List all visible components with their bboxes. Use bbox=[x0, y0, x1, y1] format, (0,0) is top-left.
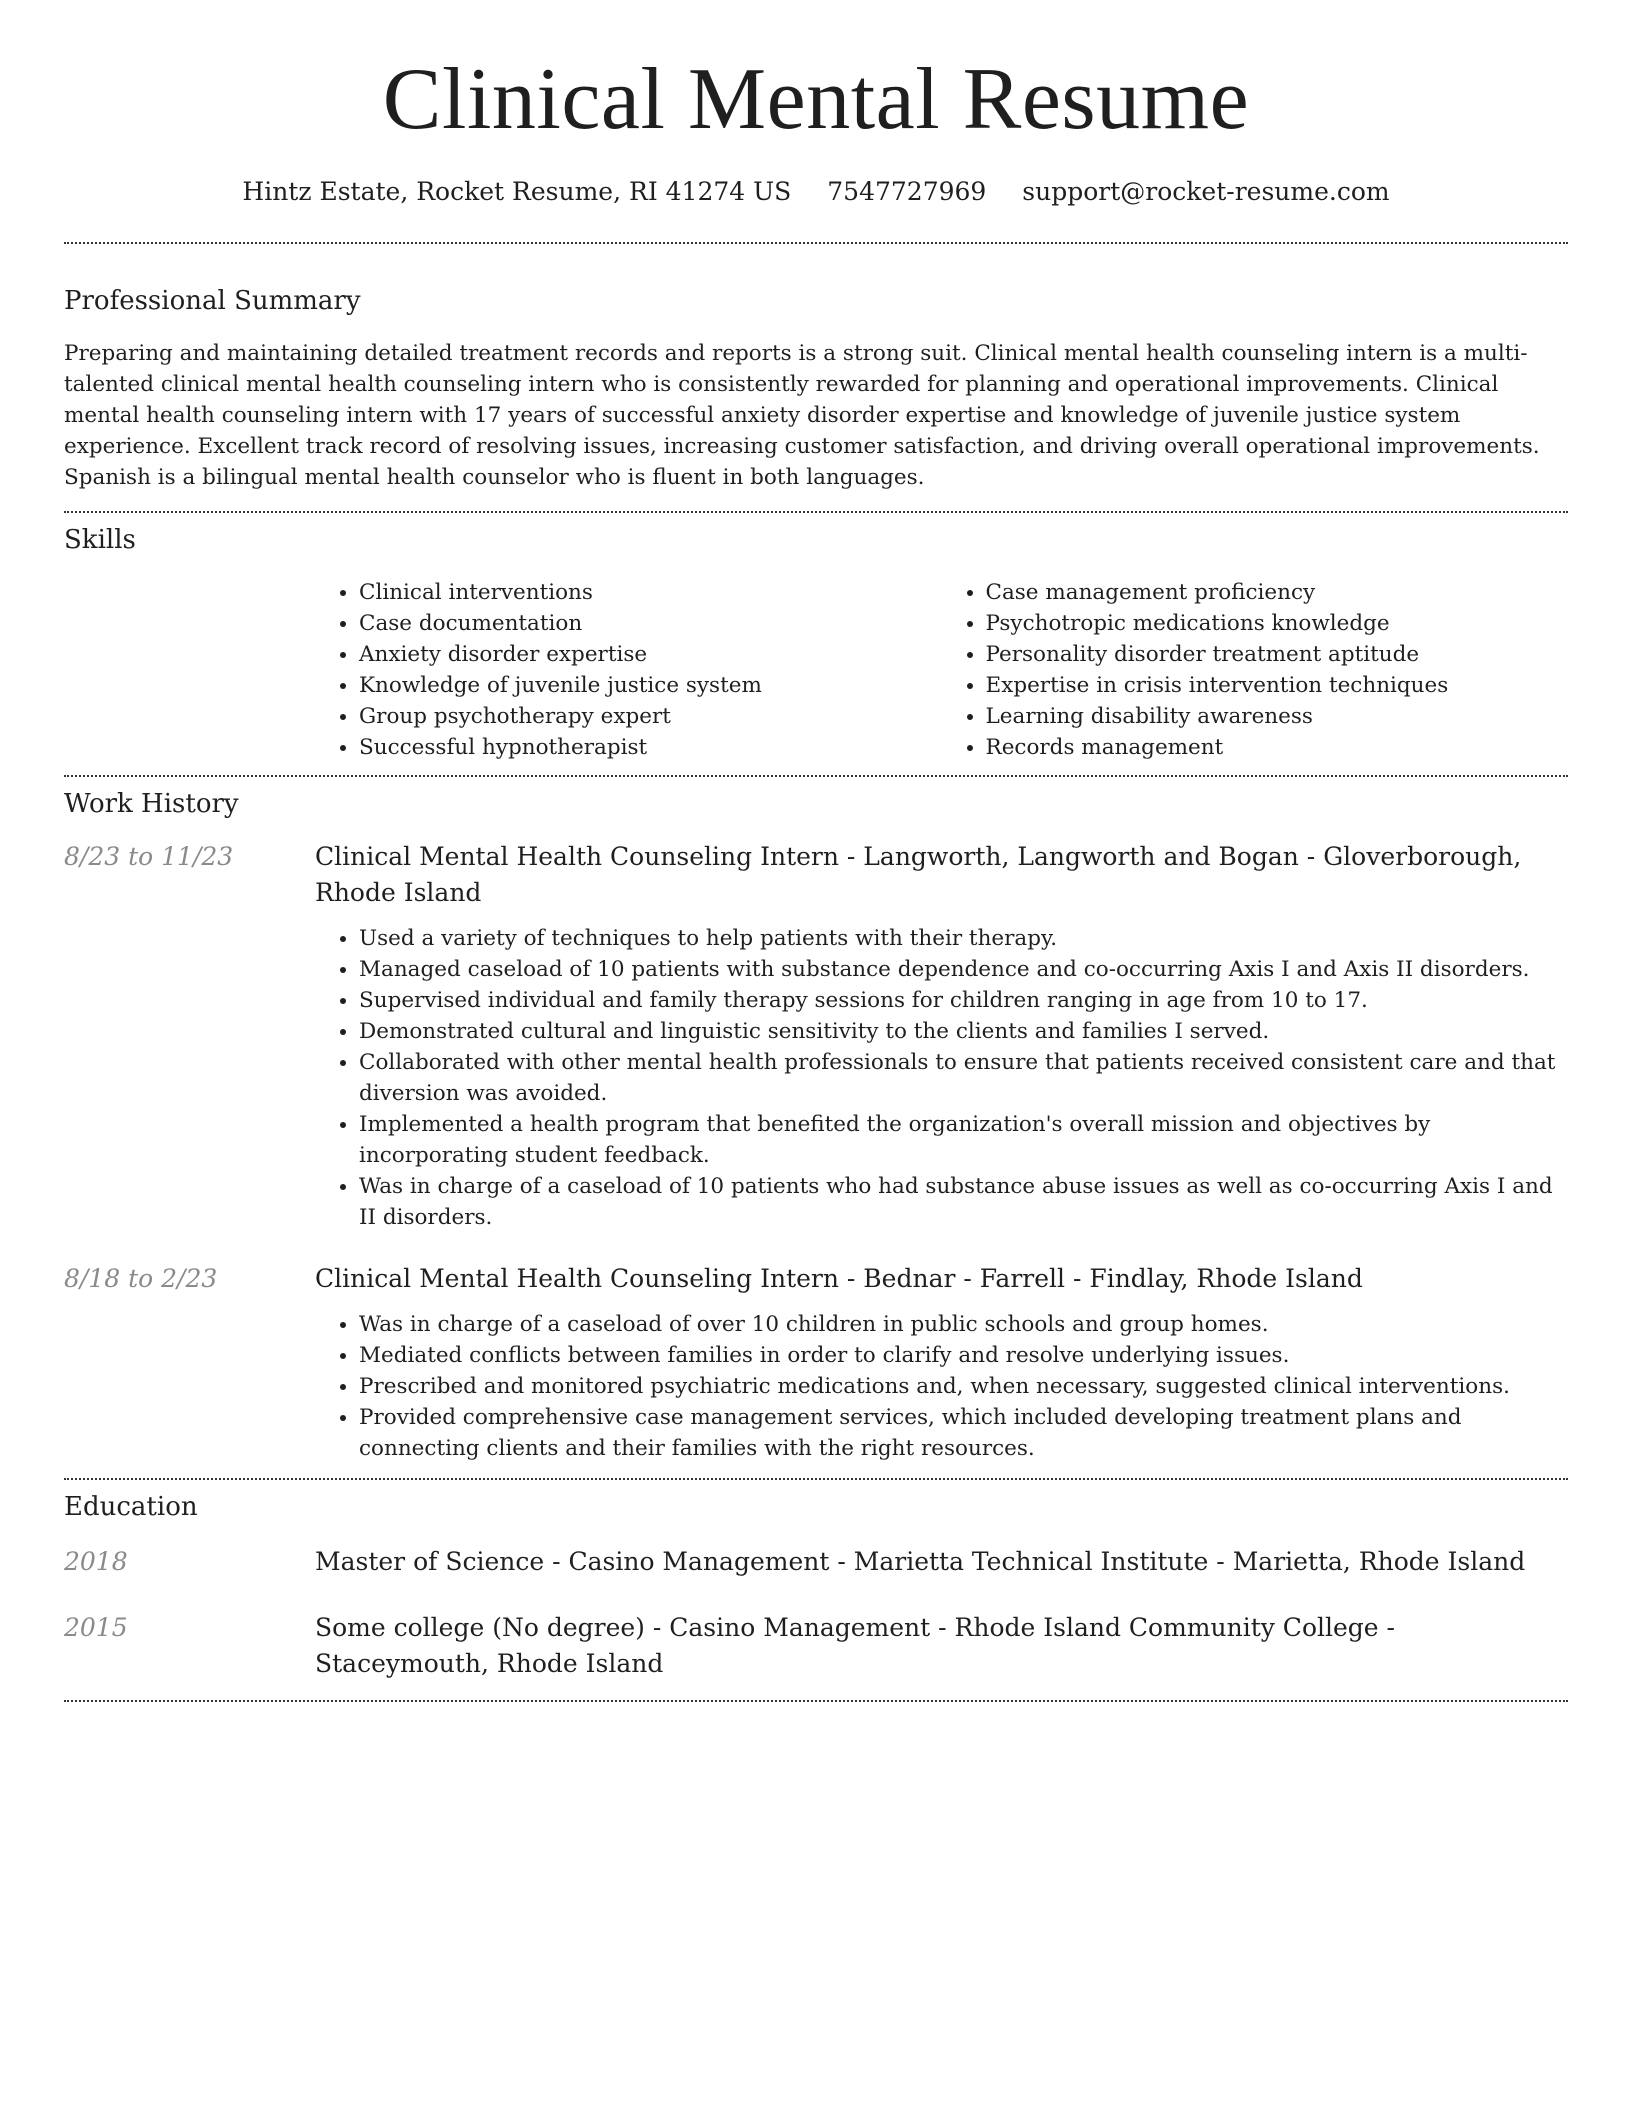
job-dates: 8/18 to 2/23 bbox=[64, 1264, 218, 1293]
skill-item: • Case management proficiency bbox=[986, 577, 1569, 608]
work-history-section bbox=[64, 777, 1568, 1464]
job-role: Clinical Mental Health Counseling Intern bbox=[315, 1264, 839, 1293]
contact-line bbox=[64, 176, 1568, 208]
education-degree: Some college (No degree) - Casino Management bbox=[315, 1613, 931, 1642]
job-bullet: • Demonstrated cultural and linguistic sensitivity to the clients and families I served. bbox=[359, 1016, 1568, 1047]
education-degree: Master of Science - Casino Management bbox=[315, 1547, 830, 1576]
education-entry bbox=[64, 1610, 1568, 1682]
job-bullet: • Was in charge of a caseload of over 10 children in public schools and group homes. bbox=[359, 1309, 1568, 1340]
job-title bbox=[315, 1261, 1568, 1297]
job-body bbox=[315, 1261, 1568, 1464]
skill-item: • Expertise in crisis intervention techniques bbox=[986, 670, 1569, 701]
job-bullet: • Implemented a health program that benefited the organization's overall mission and objectives by incorporating student feedback. bbox=[359, 1109, 1568, 1171]
job-bullet: • Supervised individual and family therapy sessions for children ranging in age from 10 to 17. bbox=[359, 985, 1568, 1016]
section-title-skills: Skills bbox=[64, 525, 136, 555]
job-employer: - Langworth, Langworth and Bogan - Gloverborough, Rhode Island bbox=[315, 842, 1522, 907]
summary-text: Preparing and maintaining detailed treatment records and reports is a strong suit. Clinical mental health counseling intern is a multi-talented clinical mental health counseling intern who is consistently rewarded for planning and operational improvements. Clinical mental health counseling intern with 17 years of successful anxiety disorder expertise and knowledge of juvenile justice system experience. Excellent track record of resolving issues, increasing customer satisfaction, and driving overall operational improvements. Spanish is a bilingual mental health counselor who is fluent in both languages. bbox=[64, 341, 1540, 490]
job-employer: - Bednar - Farrell - Findlay, Rhode Island bbox=[838, 1264, 1363, 1293]
skill-item: • Personality disorder treatment aptitude bbox=[986, 639, 1569, 670]
skill-item: • Records management bbox=[986, 732, 1569, 763]
contact-email: support@rocket-resume.com bbox=[1022, 177, 1390, 206]
education-title bbox=[315, 1610, 1568, 1682]
section-title-work: Work History bbox=[64, 789, 239, 819]
education-entry bbox=[64, 1544, 1568, 1580]
job-bullet: • Collaborated with other mental health professionals to ensure that patients received consistent care and that diversion was avoided. bbox=[359, 1047, 1568, 1109]
skill-item: • Knowledge of juvenile justice system bbox=[359, 670, 942, 701]
skill-item: • Case documentation bbox=[359, 608, 942, 639]
job-bullet: • Used a variety of techniques to help patients with their therapy. bbox=[359, 923, 1568, 954]
skill-item: • Learning disability awareness bbox=[986, 701, 1569, 732]
job-dates: 8/23 to 11/23 bbox=[64, 842, 234, 871]
education-school: - Rhode Island Community College - Staceymouth, Rhode Island bbox=[315, 1613, 1395, 1678]
skill-item: • Successful hypnotherapist bbox=[359, 732, 942, 763]
skill-item: • Clinical interventions bbox=[359, 577, 942, 608]
job-bullets bbox=[315, 1309, 1568, 1464]
summary-section bbox=[64, 244, 1568, 493]
education-body bbox=[315, 1544, 1568, 1580]
education-year: 2015 bbox=[64, 1613, 128, 1642]
job-title bbox=[315, 839, 1568, 911]
contact-address: Hintz Estate, Rocket Resume, RI 41274 US bbox=[242, 177, 792, 206]
resume-name: Clinical Mental Resume bbox=[382, 51, 1250, 148]
job-bullet: • Provided comprehensive case management services, which included developing treatment plans and connecting clients and their families with the right resources. bbox=[359, 1402, 1568, 1464]
contact-phone: 7547727969 bbox=[827, 177, 987, 206]
skills-list bbox=[315, 577, 1568, 763]
section-title-education: Education bbox=[64, 1492, 198, 1522]
skill-item: • Group psychotherapy expert bbox=[359, 701, 942, 732]
section-title-summary: Professional Summary bbox=[64, 286, 361, 316]
job-body bbox=[315, 839, 1568, 1233]
job-bullet: • Mediated conflicts between families in order to clarify and resolve underlying issues. bbox=[359, 1340, 1568, 1371]
skills-column-left bbox=[315, 577, 942, 763]
job-entry bbox=[64, 1261, 1568, 1464]
education-section bbox=[64, 1480, 1568, 1682]
education-school: - Marietta Technical Institute - Marietta, Rhode Island bbox=[829, 1547, 1526, 1576]
education-year: 2018 bbox=[64, 1547, 128, 1576]
education-body bbox=[315, 1610, 1568, 1682]
job-bullets bbox=[315, 923, 1568, 1233]
job-bullet: • Managed caseload of 10 patients with substance dependence and co-occurring Axis I and Axis II disorders. bbox=[359, 954, 1568, 985]
skill-item: • Anxiety disorder expertise bbox=[359, 639, 942, 670]
job-role: Clinical Mental Health Counseling Intern bbox=[315, 842, 839, 871]
job-bullet: • Was in charge of a caseload of 10 patients who had substance abuse issues as well as co-occurring Axis I and II disorders. bbox=[359, 1171, 1568, 1233]
divider bbox=[64, 1700, 1568, 1702]
skills-section bbox=[64, 513, 1568, 763]
job-bullet: • Prescribed and monitored psychiatric medications and, when necessary, suggested clinical interventions. bbox=[359, 1371, 1568, 1402]
skills-column-right bbox=[942, 577, 1569, 763]
skill-item: • Psychotropic medications knowledge bbox=[986, 608, 1569, 639]
education-title bbox=[315, 1544, 1568, 1580]
job-entry bbox=[64, 839, 1568, 1233]
